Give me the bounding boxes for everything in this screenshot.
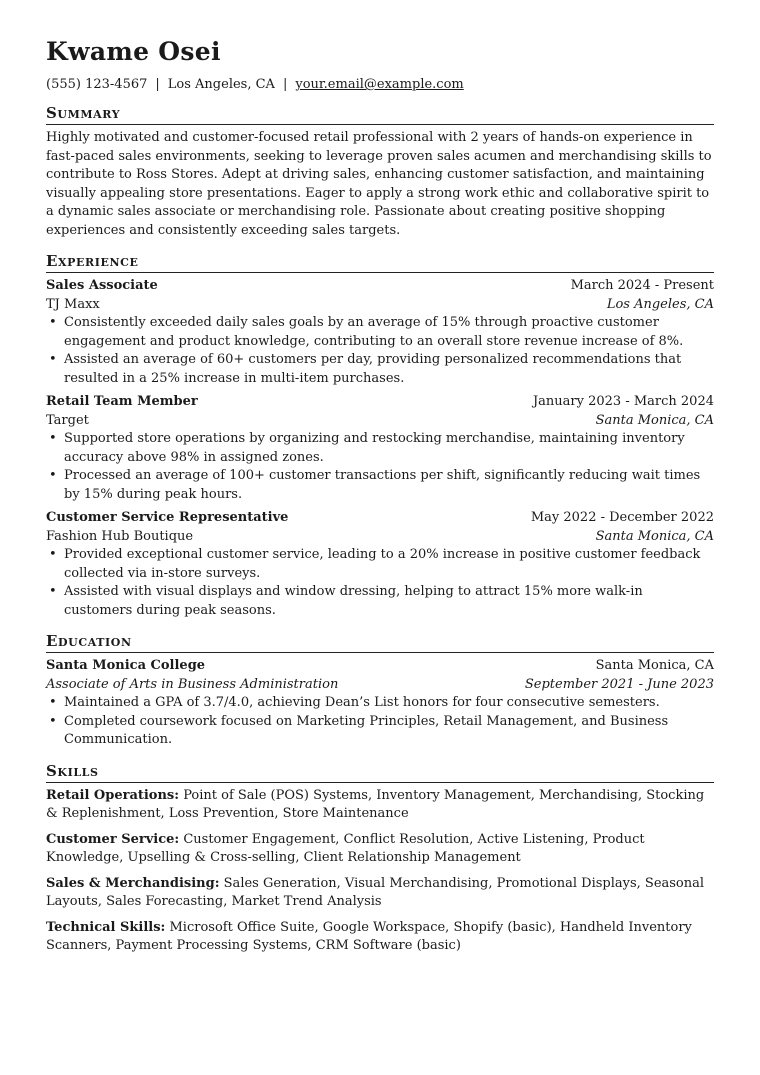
separator: | — [282, 77, 288, 92]
job-company: TJ Maxx — [46, 296, 100, 312]
skills-section — [46, 762, 714, 956]
candidate-name: Kwame Osei — [46, 37, 221, 66]
job-entry — [46, 277, 714, 388]
job-company: Target — [46, 412, 89, 428]
summary-text: Highly motivated and customer-focused retail professional with 2 years of hands-on experience in fast-paced sales environments, seeking to leverage proven sales acumen and merchandising skills to contribute to Ross Stores. Adept at driving sales, enhancing customer satisfaction, and maintaining visually appealing store presentations. Eager to apply a strong work ethic and collaborative spirit to a dynamic sales associate or merchandising role. Passionate about creating positive shopping experiences and consistently exceeding sales targets. — [46, 130, 712, 238]
phone: (555) 123-4567 — [46, 77, 148, 92]
job-bullets — [46, 546, 714, 620]
section-title-summary: Summary — [46, 104, 714, 125]
skill-group — [46, 919, 714, 956]
skill-text: Sales Generation, Visual Merchandising, Promotional Displays, Seasonal Layouts, Sales Forecasting, Market Trend Analysis — [46, 875, 705, 909]
bullet-item: • Completed coursework focused on Marketing Principles, Retail Management, and Business Communication. — [46, 713, 714, 750]
skill-label: Customer Service: — [46, 831, 180, 847]
bullet-item: • Supported store operations by organizing and restocking merchandise, maintaining inventory accuracy above 98% in assigned zones. — [46, 430, 714, 467]
job-bullets — [46, 430, 714, 504]
bullet-item: • Processed an average of 100+ customer transactions per shift, significantly reducing wait times by 15% during peak hours. — [46, 467, 714, 504]
bullet-item: • Provided exceptional customer service, leading to a 20% increase in positive customer feedback collected via in-store surveys. — [46, 546, 714, 583]
school-name: Santa Monica College — [46, 658, 206, 673]
email-link[interactable]: your.email@example.com — [295, 77, 464, 92]
experience-section — [46, 252, 714, 620]
location: Los Angeles, CA — [167, 77, 275, 92]
bullet-item: • Consistently exceeded daily sales goals by an average of 15% through proactive customer engagement and product knowledge, contributing to an overall store revenue increase of 8%. — [46, 314, 714, 351]
section-title-experience: Experience — [46, 252, 714, 273]
education-bullets — [46, 694, 714, 750]
job-role: Customer Service Representative — [46, 510, 289, 525]
education-section — [46, 632, 714, 750]
job-location: Santa Monica, CA — [595, 412, 714, 428]
skill-group — [46, 831, 714, 868]
contact-line — [46, 76, 714, 94]
job-dates: January 2023 - March 2024 — [532, 394, 714, 409]
job-entry — [46, 393, 714, 504]
bullet-item: • Assisted with visual displays and window dressing, helping to attract 15% more walk-in customers during peak seasons. — [46, 583, 714, 620]
job-entry — [46, 509, 714, 620]
job-location: Los Angeles, CA — [606, 296, 714, 312]
section-title-skills: Skills — [46, 762, 714, 783]
section-title-education: Education — [46, 632, 714, 653]
education-dates: September 2021 - June 2023 — [524, 676, 714, 692]
skill-label: Sales & Merchandising: — [46, 875, 220, 891]
skill-text: Microsoft Office Suite, Google Workspace, Shopify (basic), Handheld Inventory Scanners, Payment Processing Systems, CRM Software (basic) — [46, 919, 692, 953]
job-bullets — [46, 314, 714, 388]
bullet-item: • Maintained a GPA of 3.7/4.0, achieving Dean’s List honors for four consecutive semesters. — [46, 694, 714, 713]
skill-text: Customer Engagement, Conflict Resolution, Active Listening, Product Knowledge, Upselling & Cross-selling, Client Relationship Management — [46, 831, 645, 865]
job-role: Retail Team Member — [46, 394, 198, 409]
separator: | — [155, 77, 160, 92]
skill-group — [46, 875, 714, 912]
degree: Associate of Arts in Business Administration — [46, 676, 339, 692]
skill-text: Point of Sale (POS) Systems, Inventory Management, Merchandising, Stocking & Replenishment, Loss Prevention, Store Maintenance — [46, 787, 705, 821]
bullet-item: • Assisted an average of 60+ customers per day, providing personalized recommendations that resulted in a 25% increase in multi-item purchases. — [46, 351, 714, 388]
school-location: Santa Monica, CA — [595, 658, 714, 673]
job-location: Santa Monica, CA — [595, 528, 714, 544]
job-dates: May 2022 - December 2022 — [530, 510, 714, 525]
skill-label: Technical Skills: — [46, 919, 166, 935]
skill-label: Retail Operations: — [46, 787, 180, 803]
job-role: Sales Associate — [46, 278, 158, 293]
job-company: Fashion Hub Boutique — [46, 528, 194, 544]
job-dates: March 2024 - Present — [570, 278, 714, 293]
skill-group — [46, 787, 714, 824]
summary-section — [46, 104, 714, 240]
